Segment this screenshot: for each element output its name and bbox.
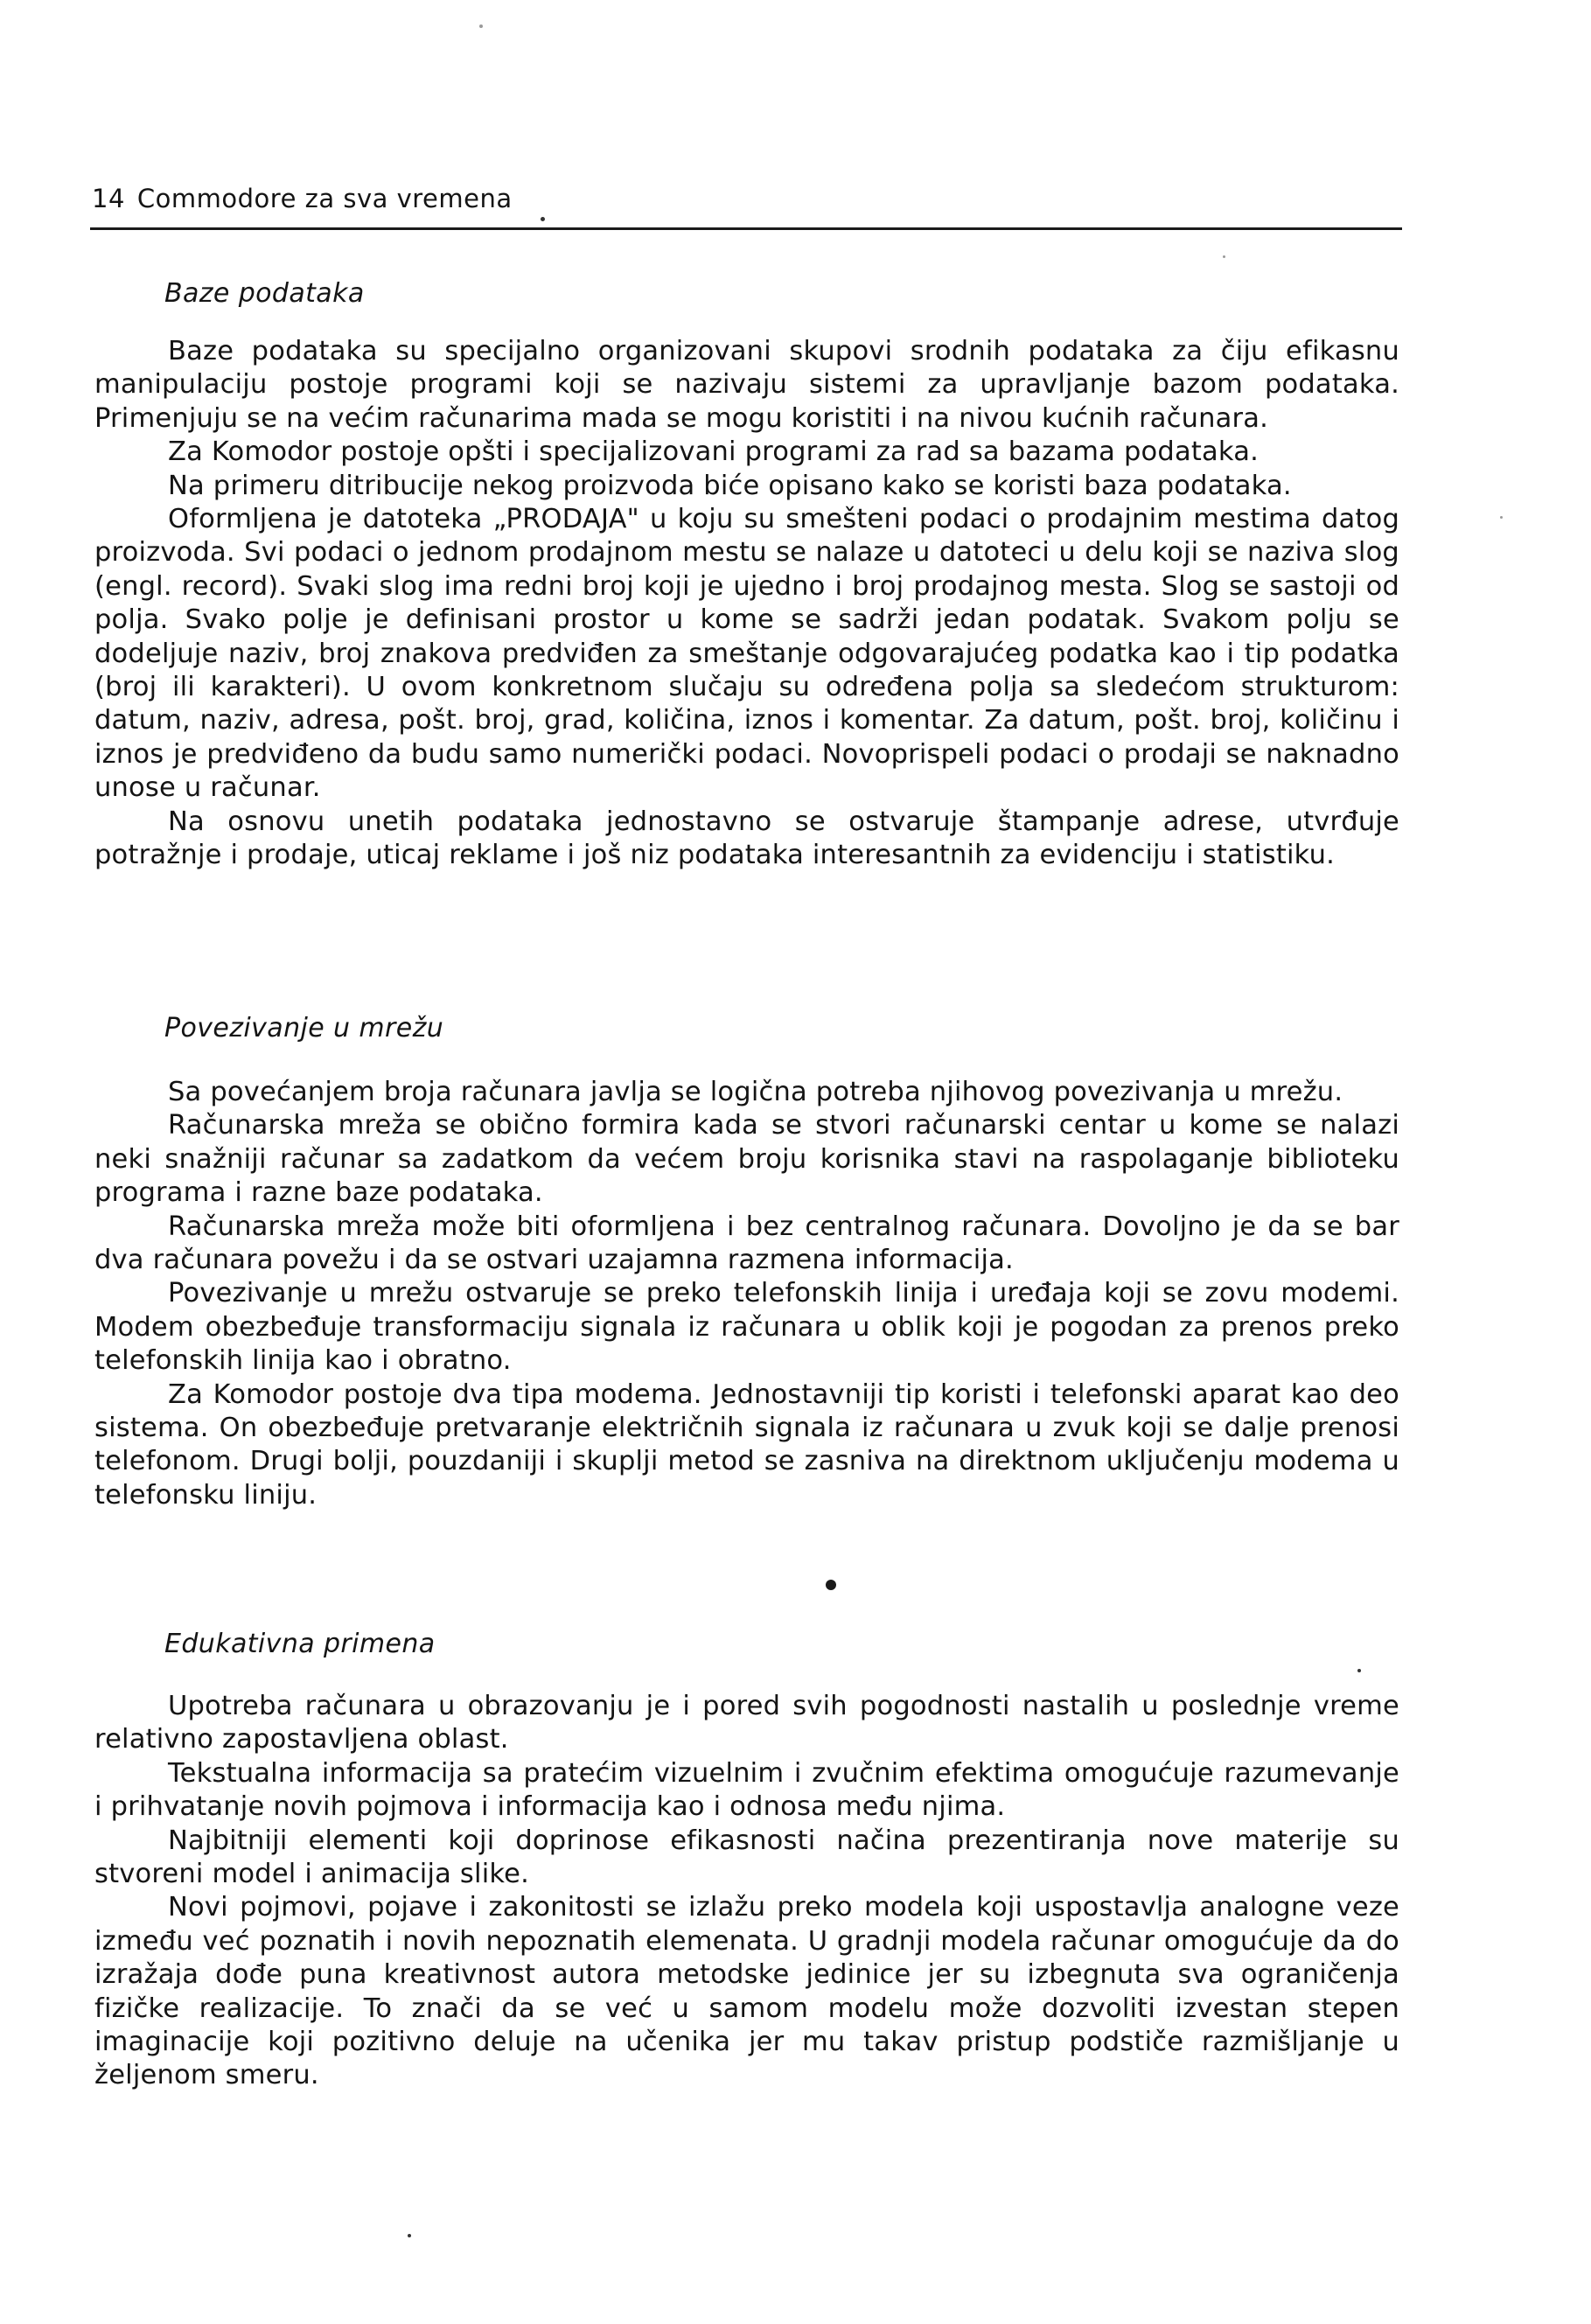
paragraph: Računarska mreža može biti oformljena i bez centralnog računara. Dovoljno je da se bar dva računara povežu i da se ostvari uzajamna razmena informacija. (94, 1211, 1399, 1276)
paragraph: Najbitniji elementi koji doprinose efikasnosti načina prezentiranja nove materije su stvoreni model i animacija slike. (94, 1825, 1399, 1890)
section-body-povezivanje-u-mrezu (94, 1076, 1399, 1512)
scan-speck (541, 217, 545, 221)
paragraph: Računarska mreža se obično formira kada se stvori računarski centar u kome se nalazi neki snažniji računar sa zadatkom da većem broju korisnika stavi na raspolaganje biblioteku programa i razne baze podataka. (94, 1110, 1399, 1209)
section-body-edukativna-primena (94, 1690, 1399, 2093)
header-rule (90, 227, 1402, 230)
page-number: 14 (92, 184, 125, 213)
section-heading-baze-podataka: Baze podataka (164, 278, 365, 309)
section-body-baze-podataka (94, 335, 1399, 873)
paragraph: Tekstualna informacija sa pratećim vizuelnim i zvučnim efektima omogućuje razumevanje i prihvatanje novih pojmova i informacija kao i odnosa među njima. (94, 1757, 1399, 1823)
paragraph: Upotreba računara u obrazovanju je i pored svih pogodnosti nastalih u poslednje vreme relativno zapostavljena oblast. (94, 1691, 1399, 1755)
bullet-ornament (826, 1580, 836, 1590)
section-heading-povezivanje-u-mrezu: Povezivanje u mrežu (164, 1013, 444, 1043)
paragraph: Za Komodor postoje opšti i specijalizovani programi za rad sa bazama podataka. (168, 436, 1259, 468)
running-header (92, 184, 1399, 213)
running-title: Commodore za sva vremena (136, 184, 513, 213)
scan-speck (408, 2234, 411, 2237)
paragraph: Za Komodor postoje dva tipa modema. Jednostavniji tip koristi i telefonski aparat kao deo sistema. On obezbeđuje pretvaranje električnih signala iz računara u zvuk koji se dalje prenosi telefonom. Drugi bolji, pouzdaniji i skuplji metod se zasniva na direktnom uključenju modema u telefonsku liniju. (94, 1378, 1399, 1511)
paragraph: Oformljena je datoteka „PRODAJA" u koju su smešteni podaci o prodajnim mestima datog proizvoda. Svi podaci o jednom prodajnom mestu se nalaze u datoteci u delu koji se naziva slog (engl. record). Svaki slog ima redni broj koji je ujedno i broj prodajnog mesta. Slog se sastoji od polja. Svako polje je definisani prostor u kome se sadrži jedan podatak. Svakom polju se dodeljuje naziv, broj znakova predviđen za smeštanje odgovarajućeg podatka kao i tip podatka (broj ili karakteri). U ovom konkretnom slučaju su određena polja sa sledećom strukturom: datum, naziv, adresa, pošt. broj, grad, količina, iznos i komentar. Za datum, pošt. broj, količinu i iznos je predviđeno da budu samo numerički podaci. Novoprispeli podaci o prodaji se naknadno unose u računar. (94, 504, 1399, 804)
section-heading-edukativna-primena: Edukativna primena (164, 1629, 436, 1659)
scan-speck (1223, 255, 1225, 258)
paragraph: Na osnovu unetih podataka jednostavno se ostvaruje štampanje adrese, utvrđuje potražnje i prodaje, uticaj reklame i još niz podataka interesantnih za evidenciju i statistiku. (94, 806, 1399, 871)
scan-speck (1500, 516, 1503, 519)
paragraph: Povezivanje u mrežu ostvaruje se preko telefonskih linija i uređaja koji se zovu modemi. Modem obezbeđuje transformaciju signala iz računara u oblik koji je pogodan za prenos preko telefonskih linija kao i obratno. (94, 1278, 1399, 1377)
paragraph: Na primeru ditribucije nekog proizvoda biće opisano kako se koristi baza podataka. (168, 470, 1292, 501)
paragraph: Sa povećanjem broja računara javlja se logična potreba njihovog povezivanja u mrežu. (168, 1077, 1343, 1107)
paragraph: Baze podataka su specijalno organizovani skupovi srodnih podataka za čiju efikasnu manipulaciju postoje programi koji se nazivaju sistemi za upravljanje bazom podataka. Primenjuju se na većim računarima mada se mogu koristiti i na nivou kućnih računara. (94, 336, 1399, 434)
scan-speck (479, 24, 483, 28)
paragraph: Novi pojmovi, pojave i zakonitosti se izlažu preko modela koji uspostavlja analogne veze između već poznatih i novih nepoznatih elemenata. U gradnji modela računar omogućuje da do izražaja dođe puna kreativnost autora metodske jedinice jer su izbegnuta sva ograničenja fizičke realizacije. To znači da se već u samom modelu može dozvoliti izvestan stepen imaginacije koji pozitivno deluje na učenika jer mu takav pristup podstiče razmišljanje u željenom smeru. (94, 1892, 1399, 2091)
scan-speck (1357, 1669, 1361, 1672)
